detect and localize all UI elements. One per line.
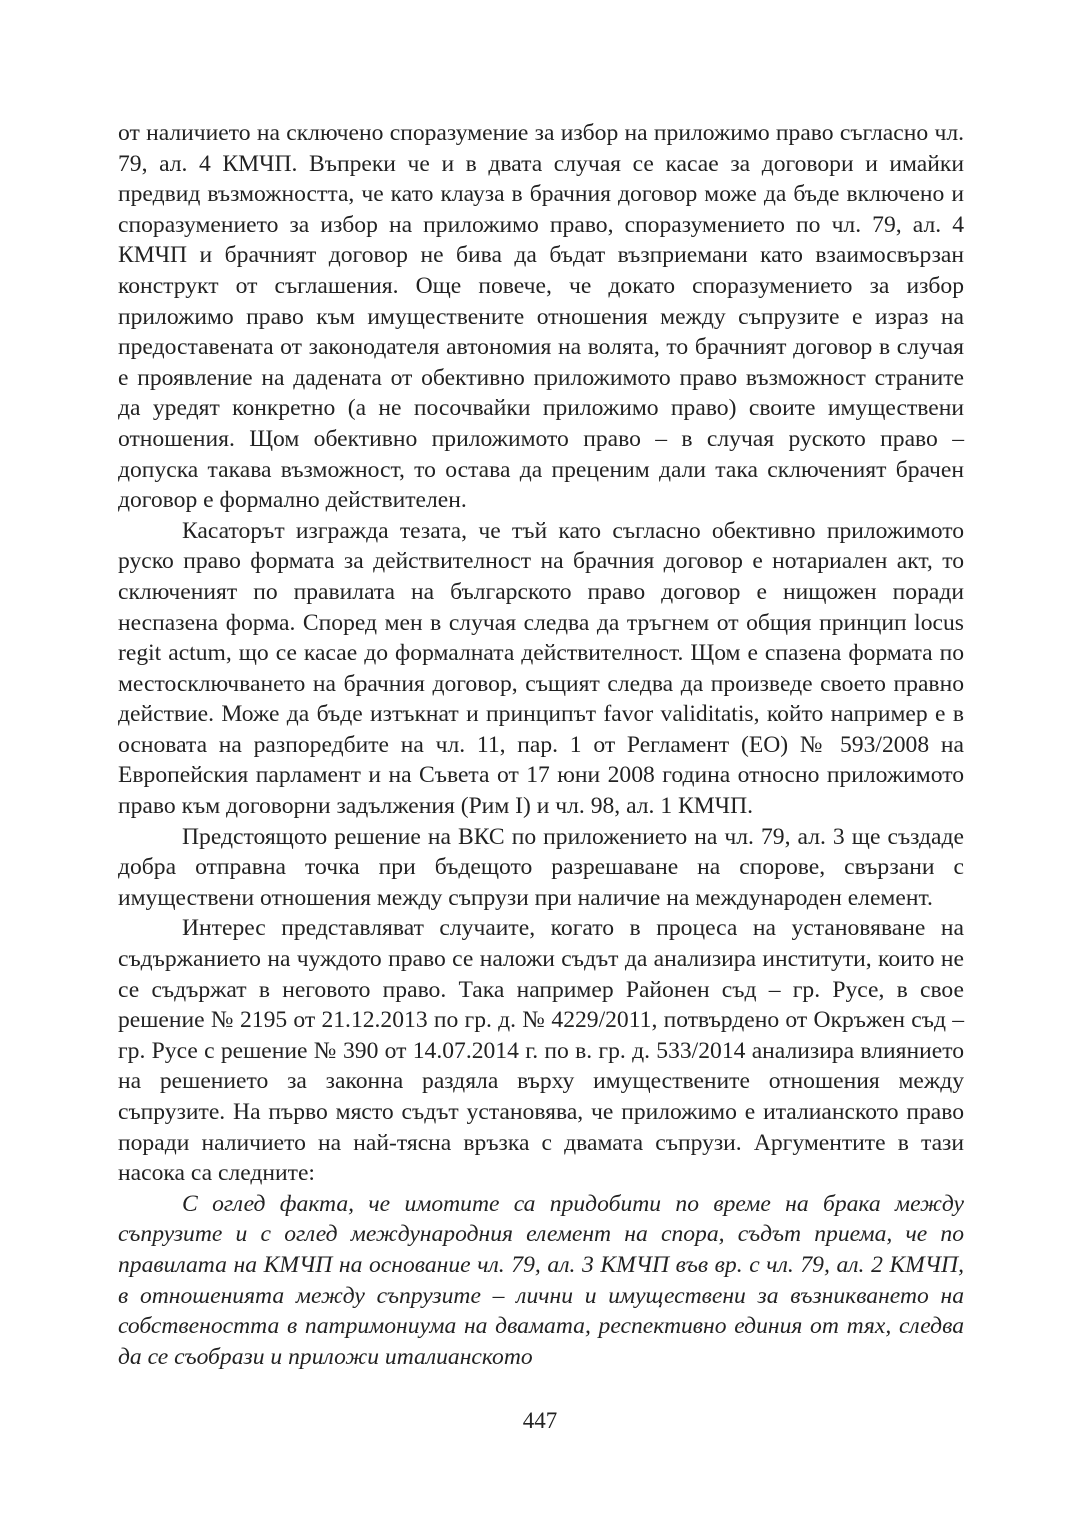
paragraph-supreme-court-decision: Предстоящото решение на ВКС по приложението на чл. 79, ал. 3 ще създаде добра отправна точка при бъдещото разрешаване на спорове, свързани с имуществени отношения между съпрузи при наличие на международен елемент. <box>118 823 964 911</box>
page-number: 447 <box>522 1408 558 1433</box>
paragraph-court-quote: С оглед факта, че имотите са придобити по време на брака между съпрузите и с оглед международния елемент на спора, съдът приема, че по правилата на КМЧП на основание чл. 79, ал. 3 КМЧП във вр. с чл. 79, ал. 2 КМЧП, в отношенията между съпрузите – лични и имуществени за възникването на собствеността в патримониума на двамата, респективно единия от тях, следва да се съобрази и приложи италианското <box>118 1190 964 1370</box>
paragraph-foreign-law-institutes: Интерес представляват случаите, когато в процеса на установяване на съдържанието на чуждото право се наложи съдът да анализира институти, които не се съдържат в неговото право. Така например Районен съд – гр. Русе, в свое решение № 2195 от 21.12.2013 по гр. д. № 4229/2011, потвърдено от Окръжен съд – гр. Русе с решение № 390 от 14.07.2014 г. по в. гр. д. 533/2014 анализира влиянието на решението за законна раздяла върху имуществените отношения между съпрузите. На първо място съдът установява, че приложимо е италианското право поради наличието на най-тясна връзка с двамата съпрузи. Аргументите в тази насока са следните: <box>118 915 964 1187</box>
paragraph-cassation-argument: Касаторът изгражда тезата, че тъй като съгласно обективно приложимото руско право формата за действителност на брачния договор е нотариален акт, то сключеният по правилата на българското право договор е нищожен поради неспазена форма. Според мен в случая следва да тръгнем от общия принцип locus regit actum, що се касае до формалната действителност. Щом е спазена формата по местосключването на брачния договор, същият следва да произведе своето правно действие. Може да бъде изтъкнат и принципът favor validitatis, който например е в основата на разпоредбите на чл. 11, пар. 1 от Регламент (ЕО) № 593/2008 на Европейския парламент и на Съвета от 17 юни 2008 година относно приложимото право към договорни задължения (Рим I) и чл. 98, ал. 1 КМЧП. <box>118 517 964 820</box>
paragraph-continuation: от наличието на сключено споразумение за избор на приложимо право съгласно чл. 79, ал. 4 КМЧП. Въпреки че и в двата случая се касае за договори и имайки предвид възможността, че като клауза в брачния договор може да бъде включено и споразумението за избор на приложимо право, споразумението по чл. 79, ал. 4 КМЧП и брачният договор не бива да бъдат възприемани като взаимосвързан конструкт от съглашения. Още повече, че докато споразумението за избор приложимо право към имуществените отношения между съпрузите е израз на предоставената от законодателя автономия на волята, то брачният договор в случая е проявление на дадената от обективно приложимото право възможност страните да уредят конкретно (а не посочвайки приложимо право) своите имуществени отношения. Щом обективно приложимото право – в случая руското право – допуска такава възможност, то остава да преценим дали така сключеният брачен договор е формално действителен. <box>118 120 964 514</box>
page-body <box>118 118 964 1372</box>
